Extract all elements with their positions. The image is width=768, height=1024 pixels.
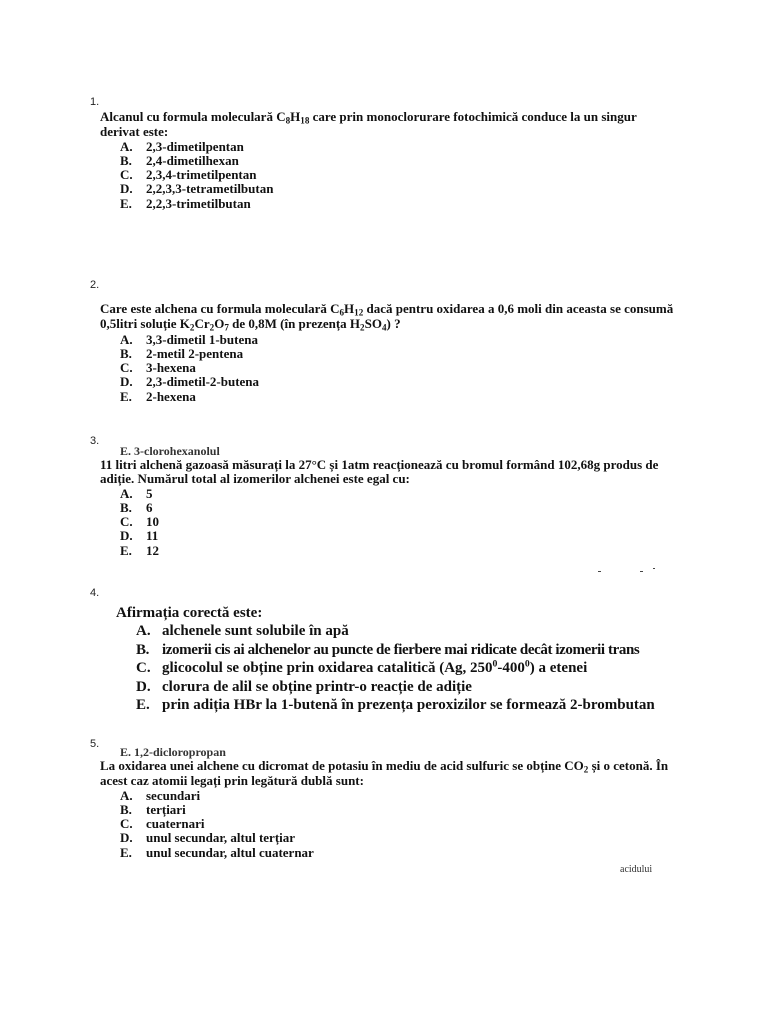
option-row	[100, 347, 680, 361]
option-text: 2,2,3-trimetilbutan	[146, 195, 251, 211]
option-text: izomerii cis ai alchenelor au puncte de fierbere mai ridicate decât izomerii trans	[162, 641, 640, 658]
option-row	[100, 390, 680, 404]
option-text: alchenele sunt solubile în apă	[162, 623, 349, 640]
option-letter: A.	[136, 623, 151, 640]
option-letter: E.	[120, 388, 132, 404]
option-text: secundari	[146, 787, 201, 803]
option-text: 2,3-dimetil-2-butena	[146, 374, 260, 390]
option-text: 5	[146, 485, 153, 501]
option-letter: C.	[120, 360, 133, 376]
option-letter: E.	[120, 542, 132, 558]
option-row	[100, 375, 680, 389]
option-letter: A.	[120, 787, 133, 803]
option-row	[100, 168, 680, 182]
question-5-number: 5.	[90, 738, 100, 750]
option-row	[100, 182, 680, 196]
option-row	[100, 140, 680, 154]
question-2-options	[100, 333, 680, 404]
cut-off-trailing-text: acidului	[620, 864, 653, 875]
option-letter: C.	[120, 167, 133, 183]
question-2-block	[100, 302, 680, 404]
option-row	[100, 361, 680, 375]
option-letter: B.	[136, 641, 149, 658]
option-letter: D.	[136, 678, 151, 695]
option-row	[116, 696, 696, 714]
option-letter: D.	[120, 181, 133, 197]
option-text: glicocolul se obține prin oxidarea catalitică (Ag, $250^0-400^0$) a etenei	[162, 658, 588, 677]
option-text: 10	[146, 514, 159, 530]
cut-off-previous-line: E. 3-clorohexanolul	[120, 444, 220, 458]
option-text: unul secundar, altul cuaternar	[146, 844, 314, 860]
option-text: 2-metil 2-pentena	[146, 345, 244, 361]
option-letter: D.	[120, 528, 133, 544]
option-row	[100, 501, 680, 515]
option-text: 3,3-dimetil 1-butena	[146, 331, 258, 347]
option-row	[100, 817, 680, 831]
option-text: clorura de alil se obține printr-o reacție de adiție	[162, 678, 472, 695]
option-row	[100, 803, 680, 817]
option-letter: A.	[120, 331, 133, 347]
option-text: prin adiția HBr la 1-butenă în prezența peroxizilor se formează 2-brombutan	[162, 696, 655, 713]
option-letter: B.	[120, 345, 132, 361]
question-5-block	[100, 745, 680, 860]
option-row	[116, 659, 696, 678]
option-row	[116, 622, 696, 640]
option-letter: E.	[136, 696, 150, 713]
question-3-number: 3.	[90, 435, 100, 447]
question-1-number: 1.	[90, 96, 100, 108]
question-5-stem: La oxidarea unei alchene cu dicromat de potasiu în mediu de acid sulfuric se obține $CO_2$ și o cetonă. În acest caz atomii legați prin legătură dublă sunt:	[100, 758, 669, 789]
option-row	[100, 529, 680, 543]
option-text: cuaternari	[146, 816, 205, 832]
option-text: 11	[146, 528, 159, 544]
option-letter: C.	[120, 816, 133, 832]
option-row	[100, 831, 680, 845]
option-letter: C.	[136, 660, 151, 677]
option-text: 2,3,4-trimetilpentan	[146, 167, 257, 183]
option-row	[100, 542, 680, 558]
question-2-number: 2.	[90, 279, 100, 291]
option-letter: C.	[120, 514, 133, 530]
scan-speck	[653, 568, 655, 569]
option-letter: D.	[120, 830, 133, 846]
option-letter: B.	[120, 801, 132, 817]
option-row	[116, 641, 696, 659]
question-5-options	[100, 787, 680, 860]
option-row	[100, 197, 680, 211]
option-row	[100, 515, 680, 529]
question-2-stem: Care este alchena cu formula moleculară $C_6H_{12}$ dacă pentru oxidarea a 0,6 moli din aceasta se consumă 0,5litri soluție $K_2Cr_2O_7$ de 0,8M (în prezența $H_2SO_4$) ?	[100, 301, 674, 333]
option-text: 2,2,3,3-tetrametilbutan	[146, 181, 274, 197]
option-letter: D.	[120, 374, 133, 390]
option-text: 2-hexena	[146, 388, 196, 404]
option-text: 2,4-dimetilhexan	[146, 152, 239, 168]
question-4-number: 4.	[90, 587, 100, 599]
question-4-options	[116, 622, 696, 714]
option-letter: B.	[120, 499, 132, 515]
option-letter: B.	[120, 152, 132, 168]
option-text: 6	[146, 499, 153, 515]
question-4-block	[116, 604, 696, 714]
option-letter: A.	[120, 138, 133, 154]
question-1-stem: Alcanul cu formula moleculară $C_8H_{18}$ care prin monoclorurare fotochimică conduce la un singur derivat este:	[100, 109, 637, 140]
option-text: unul secundar, altul terțiar	[146, 830, 296, 846]
option-text: terțiari	[146, 801, 186, 817]
question-1-block	[100, 110, 680, 211]
option-text: 2,3-dimetilpentan	[146, 138, 244, 154]
option-row	[100, 333, 680, 347]
question-3-stem: 11 litri alchenă gazoasă măsurați la 27°C și 1atm reacționează cu bromul formând 102,68g produs de adiție. Numărul total al izomerilor alchenei este egal cu:	[100, 457, 659, 487]
scan-speck	[640, 571, 643, 572]
question-4-stem: Afirmația corectă este:	[116, 605, 263, 621]
option-row	[100, 844, 680, 860]
question-3-options	[100, 485, 680, 558]
scan-speck	[598, 571, 601, 572]
option-text: 12	[146, 542, 159, 558]
option-letter: E.	[120, 844, 132, 860]
cut-off-previous-line: E. 1,2-dicloropropan	[120, 745, 226, 759]
question-1-options	[100, 140, 680, 211]
option-letter: E.	[120, 195, 132, 211]
option-row	[116, 678, 696, 696]
option-row	[100, 789, 680, 803]
option-text: 3-hexena	[146, 360, 196, 376]
option-letter: A.	[120, 485, 133, 501]
option-row	[100, 487, 680, 501]
question-3-block	[100, 444, 680, 558]
option-row	[100, 154, 680, 168]
